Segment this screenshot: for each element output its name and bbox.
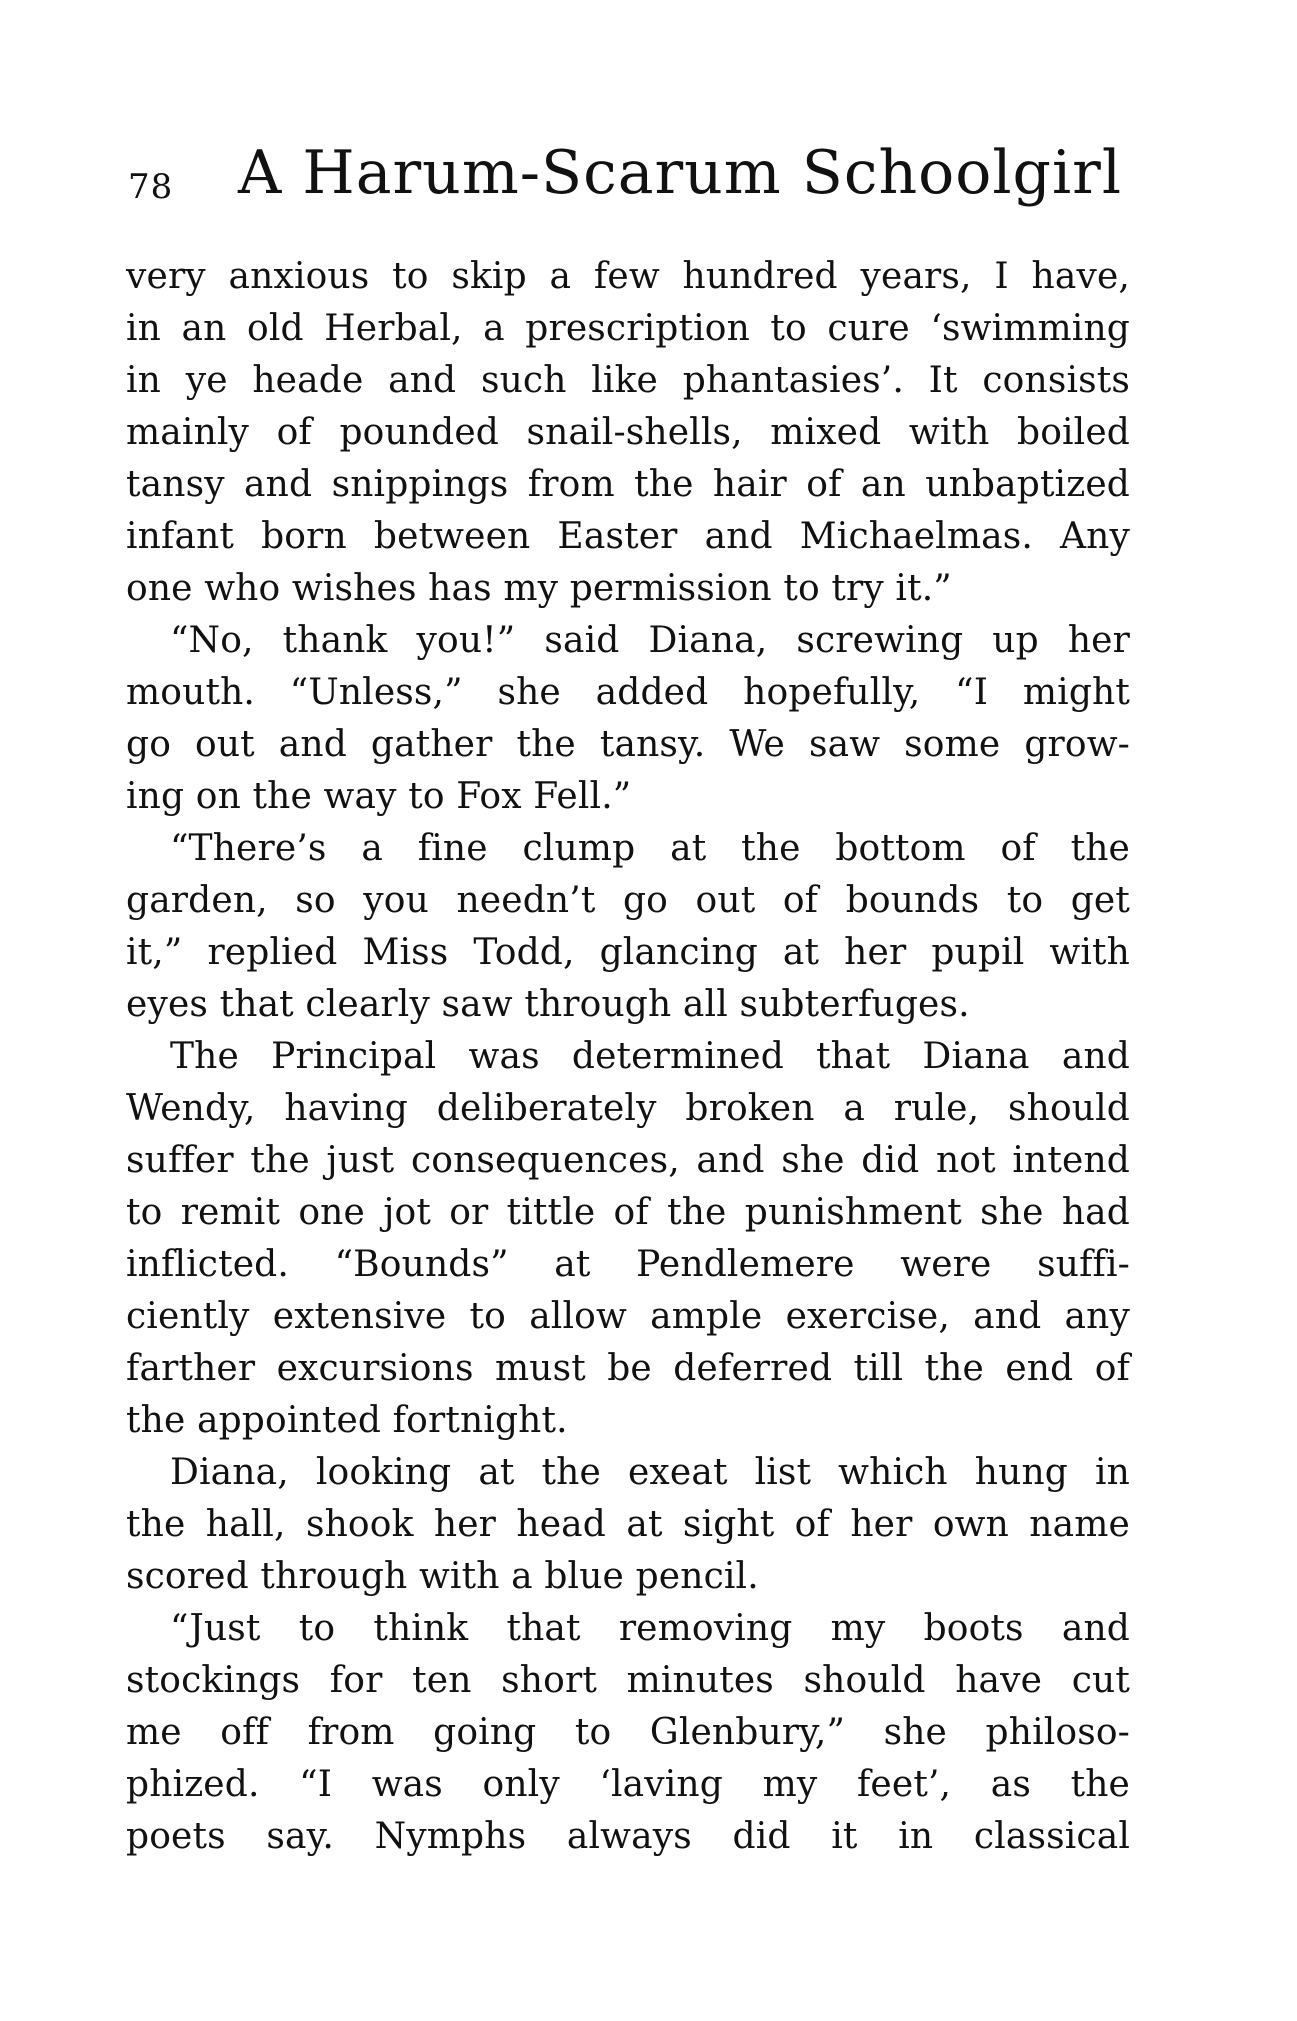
- text-line: Wendy, having deliberately broken a rule, should: [126, 1088, 1130, 1129]
- text-line: one who wishes has my permission to try it.”: [126, 568, 952, 609]
- text-line: stockings for ten short minutes should have cut: [126, 1660, 1130, 1701]
- text-line: ciently extensive to allow ample exercise, and any: [126, 1296, 1130, 1337]
- text-line: mouth. “Unless,” she added hopefully, “I might: [126, 672, 1130, 713]
- running-title: A Harum-Scarum Schoolgirl: [238, 138, 1123, 208]
- text-line: scored through with a blue pencil.: [126, 1556, 759, 1597]
- text-line: “There’s a fine clump at the bottom of the: [170, 828, 1130, 869]
- text-line: Diana, looking at the exeat list which hung in: [170, 1452, 1130, 1493]
- text-line: in ye heade and such like phantasies’. It consists: [126, 360, 1130, 401]
- body-text: [126, 251, 1130, 1863]
- text-line: tansy and snippings from the hair of an unbaptized: [126, 464, 1130, 505]
- page-header: [128, 138, 1128, 218]
- text-line: “No, thank you!” said Diana, screwing up her: [170, 620, 1130, 661]
- text-line: The Principal was determined that Diana and: [170, 1036, 1130, 1077]
- text-line: suffer the just consequences, and she did not intend: [126, 1140, 1130, 1181]
- text-line: inflicted. “Bounds” at Pendlemere were suffi-: [126, 1244, 1130, 1285]
- text-line: me off from going to Glenbury,” she philoso-: [126, 1712, 1130, 1753]
- text-line: go out and gather the tansy. We saw some grow-: [126, 724, 1130, 765]
- text-line: in an old Herbal, a prescription to cure ‘swimming: [126, 308, 1130, 349]
- text-line: farther excursions must be deferred till the end of: [126, 1348, 1130, 1389]
- text-line: it,” replied Miss Todd, glancing at her pupil with: [126, 932, 1130, 973]
- text-line: phized. “I was only ‘laving my feet’, as the: [126, 1764, 1130, 1805]
- text-line: the appointed fortnight.: [126, 1400, 568, 1441]
- text-line: garden, so you needn’t go out of bounds to get: [126, 880, 1130, 921]
- text-line: very anxious to skip a few hundred years, I have,: [126, 256, 1130, 297]
- text-line: eyes that clearly saw through all subterfuges.: [126, 984, 970, 1025]
- text-line: mainly of pounded snail-shells, mixed with boiled: [126, 412, 1130, 453]
- text-line: ing on the way to Fox Fell.”: [126, 776, 632, 817]
- text-line: “Just to think that removing my boots and: [170, 1608, 1130, 1649]
- text-line: infant born between Easter and Michaelmas. Any: [126, 516, 1130, 557]
- text-line: poets say. Nymphs always did it in classical: [126, 1816, 1130, 1857]
- text-line: to remit one jot or tittle of the punishment she had: [126, 1192, 1130, 1233]
- page-number: 78: [128, 167, 174, 207]
- text-line: the hall, shook her head at sight of her own name: [126, 1504, 1130, 1545]
